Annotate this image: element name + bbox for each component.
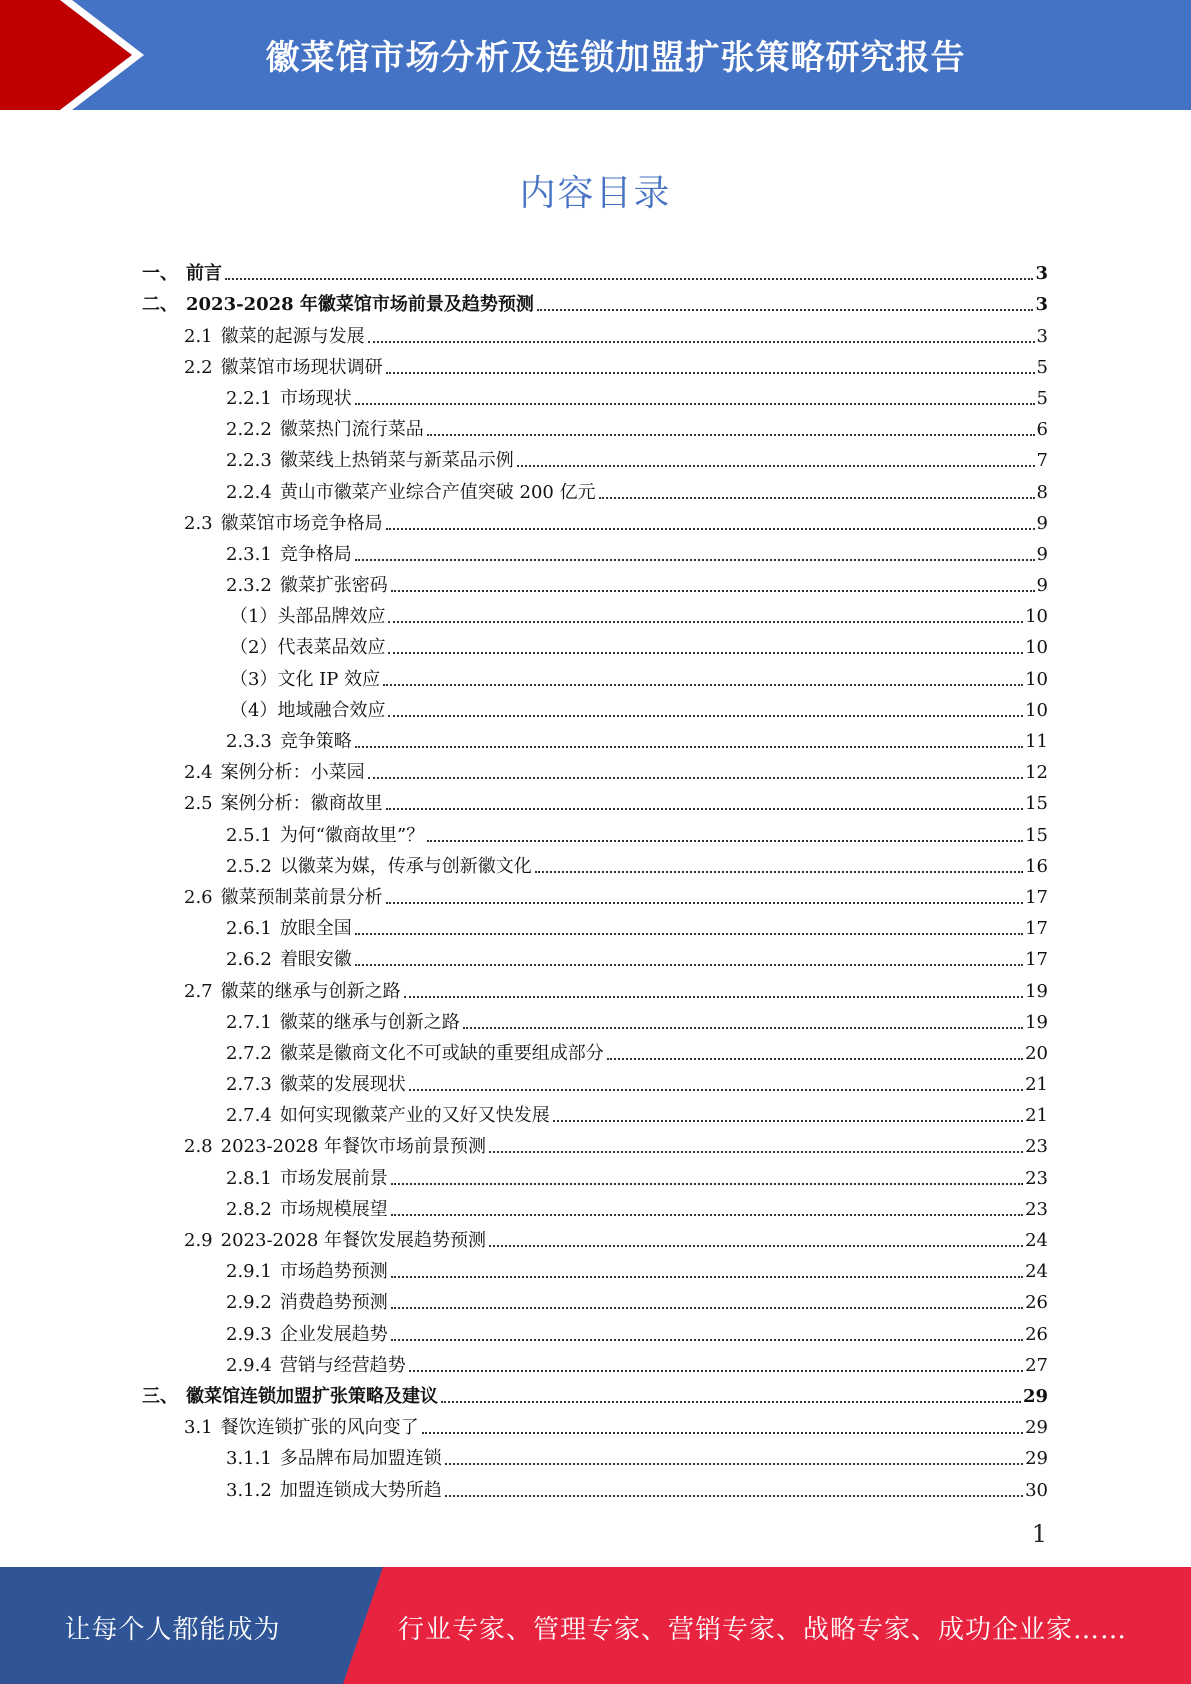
toc-entry-page: 17: [1025, 886, 1048, 908]
toc-dot-leader: [427, 840, 1023, 842]
toc-entry-number: 2.9.2: [226, 1292, 272, 1314]
toc-dot-leader: [225, 278, 1033, 280]
toc-entry[interactable]: [142, 847, 1048, 878]
toc-entry[interactable]: [142, 472, 1048, 503]
toc-entry-title: 企业发展趋势: [279, 1323, 388, 1345]
toc-entry[interactable]: [142, 815, 1048, 846]
toc-dot-leader: [409, 1370, 1023, 1372]
toc-entry-number: 2.7.1: [226, 1011, 272, 1033]
toc-entry-page: 23: [1025, 1167, 1048, 1189]
toc-entry-page: 3: [1035, 263, 1048, 285]
toc-entry-title: 消费趋势预测: [279, 1292, 388, 1314]
toc-entry-number: （3）: [230, 668, 278, 690]
toc-entry[interactable]: [142, 878, 1048, 909]
toc-entry-number: 2.9: [184, 1230, 213, 1251]
toc-entry[interactable]: [142, 1283, 1048, 1314]
toc-entry[interactable]: [142, 909, 1048, 940]
toc-dot-leader: [517, 465, 1035, 467]
toc-entry-page: 10: [1025, 606, 1048, 628]
toc-entry[interactable]: [142, 1470, 1048, 1501]
toc-entry-title: 以徽菜为媒，传承与创新徽文化: [279, 855, 532, 877]
toc-entry-number: 2.3.2: [226, 575, 272, 597]
footer-slogan-left: 让每个人都能成为: [64, 1615, 281, 1645]
toc-dot-leader: [368, 777, 1023, 779]
toc-entry[interactable]: [142, 597, 1048, 628]
toc-entry-title: 竞争格局: [279, 543, 352, 565]
toc-dot-leader: [535, 871, 1023, 873]
toc-entry-number: 2.9.1: [226, 1261, 272, 1283]
toc-entry[interactable]: [142, 1003, 1048, 1034]
toc-dot-leader: [427, 434, 1035, 436]
toc-entry[interactable]: [142, 753, 1048, 784]
toc-entry-title: 地域融合效应: [277, 699, 386, 721]
toc-entry[interactable]: [142, 1034, 1048, 1065]
toc-entry-title: 前言: [186, 263, 222, 285]
toc-dot-leader: [391, 590, 1035, 592]
toc-entry-page: 20: [1025, 1042, 1048, 1064]
toc-entry-title: 市场发展前景: [279, 1167, 388, 1189]
header-banner: [0, 0, 1191, 110]
toc-entry-number: 2.9.4: [226, 1354, 272, 1376]
toc-entry-title: 头部品牌效应: [277, 606, 386, 628]
toc-dot-leader: [422, 1432, 1023, 1434]
footer-banner: [0, 1567, 1191, 1684]
toc-entry-page: 11: [1025, 731, 1048, 752]
toc-entry-page: 9: [1036, 575, 1048, 597]
toc-entry-title: 加盟连锁成大势所趋: [279, 1479, 442, 1501]
toc-entry-number: 2.2.4: [226, 481, 272, 503]
toc-entry-number: 2.6.1: [226, 918, 272, 940]
toc-dot-leader: [489, 1245, 1023, 1247]
toc-entry-number: （4）: [230, 699, 278, 721]
toc-entry-page: 23: [1025, 1198, 1048, 1220]
toc-entry-title: 徽菜馆市场现状调研: [220, 356, 383, 378]
toc-entry[interactable]: [142, 940, 1048, 971]
toc-dot-leader: [441, 1401, 1021, 1403]
toc-entry[interactable]: [142, 784, 1048, 815]
toc-dot-leader: [386, 528, 1035, 530]
toc-entry-page: 19: [1025, 980, 1048, 1002]
toc-dot-leader: [383, 684, 1023, 686]
toc-entry-page: 5: [1036, 356, 1048, 378]
toc-dot-leader: [386, 372, 1035, 374]
toc-entry[interactable]: [142, 722, 1048, 753]
toc-entry-number: 2.9.3: [226, 1323, 272, 1345]
toc-entry-number: 2.6: [184, 886, 213, 908]
toc-entry[interactable]: [142, 535, 1048, 566]
toc-entry-page: 3: [1035, 294, 1048, 316]
toc-dot-leader: [388, 715, 1023, 717]
toc-dot-leader: [445, 1495, 1023, 1497]
toc-entry[interactable]: [142, 1190, 1048, 1221]
toc-entry-number: （1）: [230, 606, 278, 628]
toc-entry[interactable]: [142, 628, 1048, 659]
toc-entry-number: 2.2.3: [226, 450, 272, 472]
toc-entry-number: 2.4: [184, 762, 213, 784]
toc-entry-page: 19: [1025, 1011, 1048, 1033]
toc-entry-title: 徽菜馆市场竞争格局: [220, 512, 383, 534]
toc-entry-page: 10: [1025, 668, 1048, 690]
toc-entry[interactable]: [142, 1158, 1048, 1189]
toc-entry-title: 市场趋势预测: [279, 1261, 388, 1283]
toc-dot-leader: [404, 996, 1023, 998]
report-title: 徽菜馆市场分析及连锁加盟扩张策略研究报告: [265, 38, 966, 78]
toc-entry-page: 16: [1025, 855, 1048, 877]
toc-entry-page: 15: [1025, 824, 1048, 846]
toc-entry-page: 24: [1025, 1230, 1048, 1251]
toc-entry-number: 2.8.1: [226, 1167, 272, 1189]
toc-entry-title: 2023-2028 年徽菜馆市场前景及趋势预测: [186, 294, 534, 316]
toc-entry[interactable]: [142, 1096, 1048, 1127]
toc-entry-page: 24: [1025, 1261, 1048, 1283]
toc-entry-page: 3: [1036, 325, 1048, 347]
toc-entry-page: 10: [1025, 637, 1048, 659]
toc-entry[interactable]: [142, 971, 1048, 1002]
toc-entry-title: 徽菜的发展现状: [279, 1074, 406, 1096]
toc-entry[interactable]: [142, 1439, 1048, 1470]
toc-entry-page: 7: [1036, 450, 1048, 472]
toc-entry[interactable]: [142, 379, 1048, 410]
toc-entry[interactable]: [142, 1065, 1048, 1096]
toc-entry[interactable]: [142, 691, 1048, 722]
toc-entry-title: 徽菜扩张密码: [279, 575, 388, 597]
toc-entry[interactable]: [142, 1221, 1048, 1252]
toc-dot-leader: [391, 1276, 1023, 1278]
toc-dot-leader: [386, 902, 1023, 904]
toc-entry-page: 26: [1025, 1323, 1048, 1345]
toc-dot-leader: [463, 1027, 1023, 1029]
toc-entry-title: 市场现状: [279, 387, 352, 409]
toc-entry-page: 12: [1025, 762, 1048, 784]
toc-entry[interactable]: [142, 1314, 1048, 1345]
toc-entry-title: 代表菜品效应: [277, 637, 386, 659]
toc-dot-leader: [355, 746, 1023, 748]
toc-entry-number: 三、: [142, 1385, 178, 1407]
toc-dot-leader: [355, 964, 1023, 966]
toc-entry-title: 文化 IP 效应: [277, 668, 381, 690]
toc-entry-page: 17: [1025, 918, 1048, 940]
toc-entry-title: 黄山市徽菜产业综合产值突破 200 亿元: [279, 481, 596, 503]
toc-entry-title: 徽菜线上热销菜与新菜品示例: [279, 450, 514, 472]
toc-entry-title: 如何实现徽菜产业的又好又快发展: [279, 1105, 550, 1127]
toc-entry-title: 徽菜是徽商文化不可或缺的重要组成部分: [279, 1042, 604, 1064]
toc-entry[interactable]: [142, 566, 1048, 597]
toc-entry-number: 2.1: [184, 325, 213, 347]
table-of-contents: [142, 254, 1048, 1502]
toc-entry-number: 2.7.4: [226, 1105, 272, 1127]
toc-entry[interactable]: [142, 1408, 1048, 1439]
toc-entry-page: 29: [1025, 1448, 1048, 1470]
toc-entry-title: 多品牌布局加盟连锁: [279, 1448, 442, 1470]
toc-dot-leader: [391, 1183, 1023, 1185]
toc-dot-leader: [391, 1339, 1023, 1341]
toc-entry-number: 2.3.3: [226, 731, 272, 752]
toc-entry-number: 2.8: [184, 1136, 213, 1158]
toc-entry-page: 8: [1036, 481, 1048, 503]
toc-entry-number: 2.5.2: [226, 855, 272, 877]
toc-entry-title: 放眼全国: [279, 918, 352, 940]
toc-entry-title: 徽菜的起源与发展: [220, 325, 365, 347]
toc-dot-leader: [391, 1214, 1023, 1216]
toc-entry-title: 为何“徽商故里”？: [279, 824, 425, 846]
toc-entry-number: 2.6.2: [226, 949, 272, 971]
toc-entry[interactable]: [142, 348, 1048, 379]
toc-entry[interactable]: [142, 254, 1048, 285]
toc-entry-page: 15: [1025, 793, 1048, 815]
toc-entry-title: 餐饮连锁扩张的风向变了: [220, 1417, 419, 1439]
toc-entry-page: 6: [1036, 419, 1048, 441]
toc-entry[interactable]: [142, 316, 1048, 347]
toc-entry-number: 2.5: [184, 793, 213, 815]
toc-entry-title: 徽菜的继承与创新之路: [220, 980, 401, 1002]
toc-entry-page: 9: [1036, 543, 1048, 565]
toc-entry-number: 2.2.2: [226, 419, 272, 441]
toc-dot-leader: [489, 1151, 1023, 1153]
toc-entry-title: 徽菜预制菜前景分析: [220, 886, 383, 908]
toc-entry-page: 29: [1022, 1385, 1048, 1407]
toc-entry-page: 29: [1025, 1417, 1048, 1439]
toc-entry[interactable]: [142, 285, 1048, 316]
page-number: 1: [1031, 1520, 1047, 1548]
toc-entry[interactable]: [142, 1346, 1048, 1377]
toc-entry-number: 一、: [142, 263, 178, 285]
toc-entry-number: 2.7.3: [226, 1074, 272, 1096]
toc-dot-leader: [386, 808, 1023, 810]
toc-dot-leader: [388, 652, 1023, 654]
toc-entry[interactable]: [142, 659, 1048, 690]
toc-entry-title: 案例分析：小菜园: [220, 762, 365, 784]
toc-entry-number: （2）: [230, 637, 278, 659]
toc-entry-number: 2.3.1: [226, 543, 272, 565]
toc-entry[interactable]: [142, 504, 1048, 535]
toc-entry-number: 3.1.2: [226, 1479, 272, 1501]
toc-entry-page: 27: [1025, 1354, 1048, 1376]
toc-dot-leader: [599, 497, 1035, 499]
toc-entry-page: 26: [1025, 1292, 1048, 1314]
toc-entry-title: 市场规模展望: [279, 1198, 388, 1220]
toc-dot-leader: [355, 559, 1035, 561]
toc-entry-title: 徽菜热门流行菜品: [279, 419, 424, 441]
toc-dot-leader: [368, 341, 1035, 343]
toc-entry[interactable]: [142, 441, 1048, 472]
toc-entry-number: 2.7.2: [226, 1042, 272, 1064]
toc-entry-number: 3.1.1: [226, 1448, 272, 1470]
toc-entry[interactable]: [142, 1377, 1048, 1408]
toc-entry-number: 二、: [142, 294, 178, 316]
toc-heading: 内容目录: [519, 173, 672, 214]
toc-dot-leader: [388, 621, 1023, 623]
toc-dot-leader: [537, 309, 1034, 311]
toc-entry-title: 2023-2028 年餐饮市场前景预测: [220, 1136, 487, 1158]
toc-entry-title: 2023-2028 年餐饮发展趋势预测: [220, 1230, 487, 1251]
toc-dot-leader: [445, 1463, 1023, 1465]
toc-entry[interactable]: [142, 410, 1048, 441]
footer-slogan-right: 行业专家、管理专家、营销专家、战略专家、成功企业家……: [398, 1615, 1128, 1645]
toc-entry-number: 3.1: [184, 1417, 213, 1439]
toc-dot-leader: [553, 1120, 1023, 1122]
toc-entry-page: 30: [1025, 1479, 1048, 1501]
toc-entry-title: 案例分析：徽商故里: [220, 793, 383, 815]
toc-entry-page: 17: [1025, 949, 1048, 971]
toc-entry-page: 10: [1025, 699, 1048, 721]
toc-entry-title: 竞争策略: [279, 731, 352, 752]
toc-entry-page: 9: [1036, 512, 1048, 534]
toc-entry-title: 徽菜的继承与创新之路: [279, 1011, 460, 1033]
toc-dot-leader: [355, 933, 1023, 935]
toc-dot-leader: [409, 1089, 1023, 1091]
toc-entry-number: 2.5.1: [226, 824, 272, 846]
toc-entry-page: 5: [1036, 387, 1048, 409]
toc-entry-number: 2.2: [184, 356, 213, 378]
toc-entry-number: 2.3: [184, 512, 213, 534]
toc-entry[interactable]: [142, 1252, 1048, 1283]
toc-entry-page: 21: [1025, 1074, 1048, 1096]
toc-entry-title: 徽菜馆连锁加盟扩张策略及建议: [186, 1385, 438, 1407]
toc-dot-leader: [391, 1307, 1023, 1309]
toc-entry-number: 2.2.1: [226, 387, 272, 409]
toc-entry[interactable]: [142, 1127, 1048, 1158]
toc-entry-number: 2.8.2: [226, 1198, 272, 1220]
toc-entry-page: 21: [1025, 1105, 1048, 1127]
toc-dot-leader: [355, 403, 1035, 405]
toc-dot-leader: [607, 1058, 1023, 1060]
toc-entry-title: 营销与经营趋势: [279, 1354, 406, 1376]
toc-entry-title: 着眼安徽: [279, 949, 352, 971]
toc-entry-page: 23: [1025, 1136, 1048, 1158]
header-arrow-decoration: [0, 0, 150, 110]
toc-entry-number: 2.7: [184, 980, 213, 1002]
